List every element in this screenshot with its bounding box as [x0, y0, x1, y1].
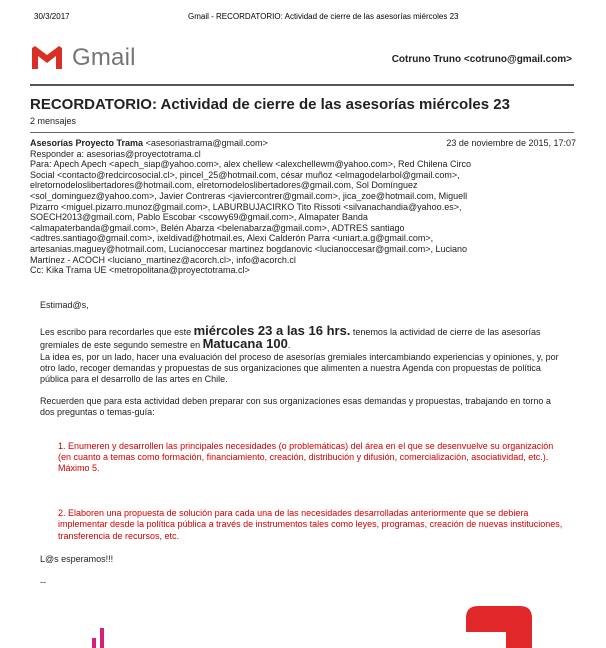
message-count: 2 mensajes — [30, 116, 77, 126]
reply-to: Responder a: asesorias@proyectotrama.cl — [30, 148, 201, 159]
sender-line — [30, 138, 576, 149]
greeting: Estimad@s, — [40, 300, 89, 310]
signature-separator: -- — [40, 577, 46, 588]
paragraph-reminder — [40, 325, 566, 351]
reminder-text-end: . — [287, 340, 291, 351]
recipients — [30, 159, 576, 265]
gmail-envelope-icon — [30, 45, 64, 71]
recipients-line: SOECH2013@gmail.com, Pablo Escobar <scowy69@gmail.com>, Almapater Banda — [30, 212, 368, 223]
message-date: 23 de noviembre de 2015, 17:07 — [446, 138, 576, 148]
closing: L@s esperamos!!! — [40, 553, 114, 564]
recipients-line: <adtres.santiago@gmail.com>, ixeldivad@hotmail.es, Alexi Calderón Parra <uniart.a.g@gmail.com>, — [30, 233, 434, 244]
recipients-line: Social <contacto@redcircosocial.cl>, pincel_25@hotmail.com, césar muñoz <elmagodelarbol@gmail.com>, — [30, 169, 460, 180]
trama-logo-icon — [92, 628, 104, 648]
cc-line: Cc: Kika Trama UE <metropolitana@proyectotrama.cl> — [30, 265, 250, 276]
sender-email[interactable]: <asesoriastrama@gmail.com> — [145, 138, 268, 148]
gmail-logo[interactable] — [30, 44, 136, 72]
reminder-text: Les escribo para recordarles que este — [40, 327, 194, 338]
recipients-line: Para: Apech Apech <apech_siap@yahoo.com>, alex chellew <alexchellewm@yahoo.com>, Red Chilena Circo — [30, 159, 472, 170]
sender-name: Asesorías Proyecto Trama — [30, 138, 144, 148]
message-body — [40, 300, 566, 588]
paragraph-idea: La idea es, por un lado, hacer una evaluación del proceso de asesorías gremiales intercambiando experiencias y opiniones, y, por otro lado, recoger demandas y propuestas de sus organizaciones que alimenten a nuestra Agenda con propuestas de política pública para el desarrollo de las artes en Chile. — [40, 351, 559, 385]
recipients-line: Pizarro <miguel.pizarro.munoz@gmail.com>, LABURBUJACIRKO Tito Rissoti <silvanachandia@yahoo.es>, — [30, 201, 462, 212]
print-title: Gmail - RECORDATORIO: Actividad de cierre de las asesorías miércoles 23 — [188, 12, 459, 21]
header-divider — [30, 84, 574, 86]
red-brand-logo-icon — [466, 606, 532, 648]
question-1: 1. Enumeren y desarrollen las principales necesidades (o problemáticas) del área en el que se desenvuelve su organización (en cuanto a temas como formación, financiamiento, creación, distribución y difusión, comercialización, asociatividad, etc.). Máximo 5. — [58, 440, 554, 474]
recipients-line: <almapaterbanda@gmail.com>, Belén Abarza <belenabarza@gmail.com>, ADTRES santiago — [30, 222, 405, 233]
reminder-text-mid: tenemos la actividad de cierre de las asesorías gremiales de este segundo semestre en — [40, 327, 541, 351]
account-email: Cotruno Truno <cotruno@gmail.com> — [391, 54, 572, 65]
message-divider — [30, 132, 574, 133]
question-2: 2. Elaboren una propuesta de solución para cada una de las necesidades desarrolladas anteriormente que se debiera implementar desde la política pública a través de instrumentos tales como leyes, programas, creación de nuevas instituciones, transferencia de recursos, etc. — [58, 508, 563, 541]
recipients-line: elretornodeloslibertadores@hotmail.com, elretornodeloslibertadores@gmail.com, Sol Domínguez — [30, 180, 418, 191]
event-datetime: miércoles 23 a las 16 hrs. — [193, 323, 351, 339]
gmail-wordmark: Gmail — [72, 44, 136, 71]
recipients-line: <sol_dominguez@yahoo.com>, Javier Contreras <javiercontrer@gmail.com>, jica_zoe@hotmail.com, Miguell — [30, 190, 468, 201]
signature-logos — [0, 600, 606, 648]
message-header — [30, 138, 576, 276]
recipients-line: artesanias.maguey@hotmail.com, Lucianoccesar martinez bogdanovic <lucianoccesar@gmail.com>, Luciano — [30, 243, 467, 254]
event-venue: Matucana 100 — [202, 336, 288, 352]
thread-subject: RECORDATORIO: Actividad de cierre de las asesorías miércoles 23 — [30, 96, 510, 113]
print-date: 30/3/2017 — [34, 12, 70, 21]
paragraph-instructions: Recuerden que para esta actividad deben preparar con sus organizaciones esas demandas y propuestas, trabajando en torno a dos preguntas o temas-guía: — [40, 396, 551, 418]
recipients-line: Martínez - ACOCH <luciano_martinez@acorch.cl>, info@acorch.cl — [30, 254, 296, 265]
